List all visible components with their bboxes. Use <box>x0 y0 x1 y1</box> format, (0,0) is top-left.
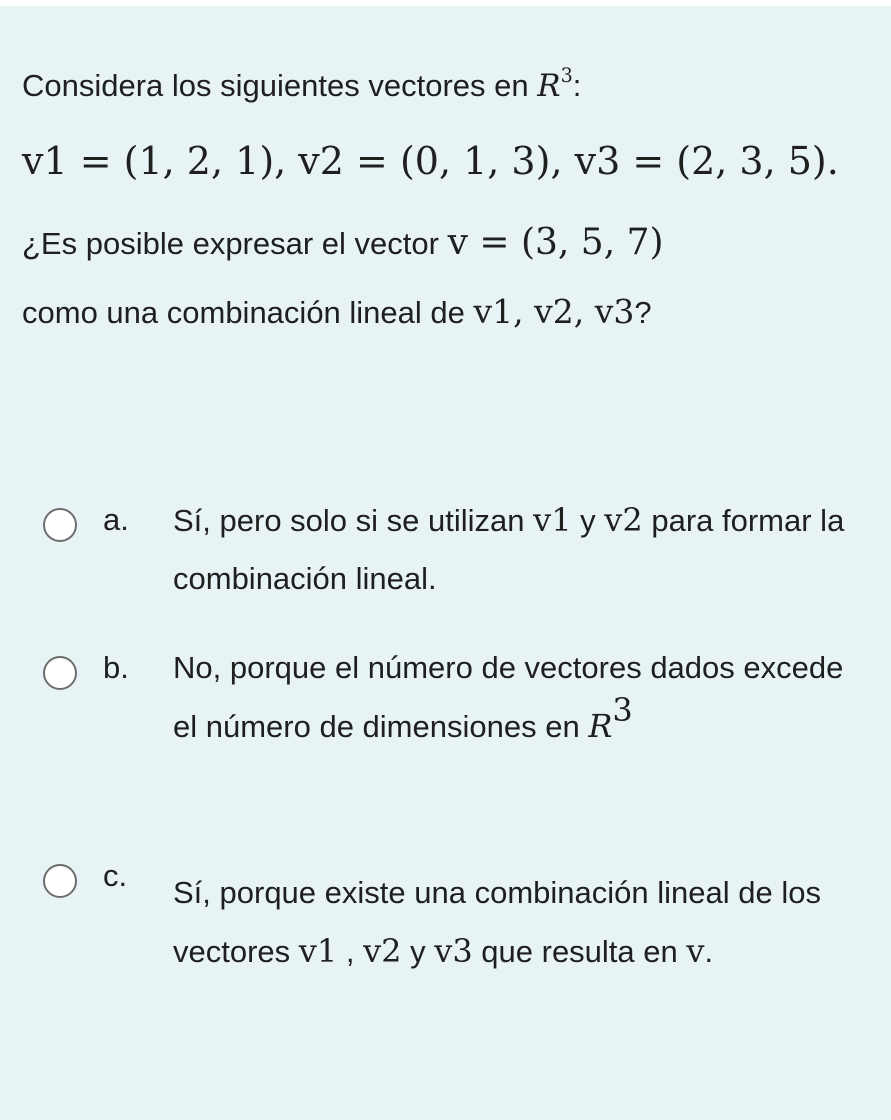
option-c-v: v <box>686 932 705 970</box>
ask-text: ¿Es posible expresar el vector <box>22 226 448 261</box>
option-b-text <box>173 639 873 756</box>
option-c-part2: que resulta en <box>472 934 687 969</box>
target-vector: v = (3, 5, 7) <box>447 222 664 263</box>
question-ask <box>22 222 664 263</box>
option-a-text <box>173 491 873 608</box>
option-a-v2: v2 <box>604 501 643 539</box>
colon: : <box>572 68 582 103</box>
option-b-body: No, porque el número de vectores dados excede el número de dimensiones en <box>173 650 844 744</box>
question-ask-2 <box>22 292 652 331</box>
option-c-v1: v1 <box>298 932 338 970</box>
option-c-end: . <box>704 934 714 969</box>
option-a-letter: a. <box>103 502 129 537</box>
option-a-y: y <box>571 503 605 538</box>
intro-text: Considera los siguientes vectores en <box>22 68 538 103</box>
option-c-text <box>173 864 873 981</box>
option-c-sep: , <box>337 934 364 969</box>
option-c-part1: Sí, porque existe una combinación lineal de los vectores <box>173 875 821 969</box>
vectors-definition: v1 = (1, 2, 1), v2 = (0, 1, 3), v3 = (2, 3, 5). <box>22 139 839 183</box>
option-a-radio[interactable] <box>43 508 77 542</box>
option-b-space-exponent: 3 <box>612 690 633 729</box>
space-exponent: 3 <box>560 63 573 87</box>
space-symbol: R <box>537 68 561 104</box>
vector-list: v1, v2, v3 <box>473 292 635 331</box>
option-a-v1: v1 <box>533 501 572 539</box>
question-card <box>0 6 891 1120</box>
option-b-radio[interactable] <box>43 656 77 690</box>
option-c-y: y <box>401 934 435 969</box>
option-a-part1: Sí, pero solo si se utilizan <box>173 503 534 538</box>
option-c-v2: v2 <box>363 932 402 970</box>
ask-text-2: como una combinación lineal de <box>22 295 474 330</box>
question-mark: ? <box>634 295 652 330</box>
option-b-letter: b. <box>103 650 129 685</box>
option-c-letter: c. <box>103 858 128 893</box>
option-a-part2: para formar la combinación lineal. <box>173 503 845 596</box>
option-c-v3: v3 <box>434 932 473 970</box>
question-intro <box>22 63 582 104</box>
option-b-space: R <box>588 707 613 745</box>
option-c-radio[interactable] <box>43 864 77 898</box>
